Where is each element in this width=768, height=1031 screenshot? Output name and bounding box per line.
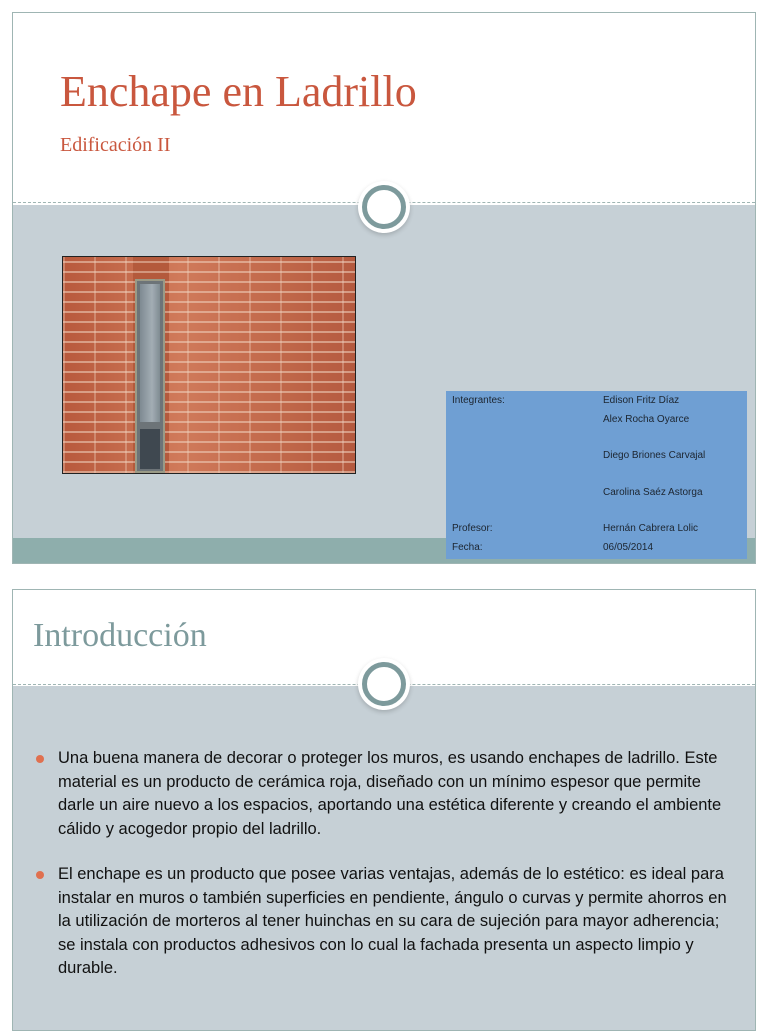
list-item bbox=[33, 863, 738, 981]
slide-title: Enchape en Ladrillo bbox=[60, 67, 417, 116]
profesor-label: Profesor: bbox=[452, 523, 493, 534]
slide-subtitle: Edificación II bbox=[60, 134, 171, 156]
member-name: Diego Briones Carvajal bbox=[603, 450, 706, 461]
fecha-value: 06/05/2014 bbox=[603, 542, 654, 553]
photo-window-glass-lower bbox=[140, 429, 160, 469]
bullet-text: El enchape es un producto que posee varias ventajas, además de lo estético: es ideal para instalar en muros o también superficies en pendiente, ángulo o curvas y permite ahorros en la utilización de morteros al tener huinchas en su cara de sujeción para mayor adherencia; se instala con productos adhesivos con lo cual la fachada presenta un aspecto limpio y durable. bbox=[58, 865, 727, 977]
brick-wall-photo bbox=[62, 256, 356, 474]
bullet-list bbox=[33, 747, 738, 1003]
title-slide bbox=[12, 12, 756, 564]
fecha-label: Fecha: bbox=[452, 542, 483, 553]
member-name: Alex Rocha Oyarce bbox=[603, 414, 690, 425]
member-name: Edison Fritz Díaz bbox=[603, 395, 680, 406]
integrantes-label: Integrantes: bbox=[452, 395, 505, 406]
bullet-dot-icon bbox=[36, 755, 44, 763]
team-info-box bbox=[446, 391, 747, 559]
slide-title: Introducción bbox=[33, 617, 207, 654]
member-name: Carolina Saéz Astorga bbox=[603, 487, 703, 498]
ring-ornament-icon bbox=[362, 662, 406, 706]
profesor-name: Hernán Cabrera Lolic bbox=[603, 523, 699, 534]
photo-window bbox=[135, 279, 165, 473]
bullet-dot-icon bbox=[36, 871, 44, 879]
introduction-slide bbox=[12, 589, 756, 1031]
bullet-text: Una buena manera de decorar o proteger los muros, es usando enchapes de ladrillo. Este material es un producto de cerámica roja, diseñado con un mínimo espesor que permite darle un aire nuevo a los espacios, aportando una estética diferente y creando el ambiente cálido y acogedor propio del ladrillo. bbox=[58, 749, 722, 838]
list-item bbox=[33, 747, 738, 841]
ring-ornament-icon bbox=[362, 185, 406, 229]
photo-window-glass-upper bbox=[140, 284, 160, 422]
